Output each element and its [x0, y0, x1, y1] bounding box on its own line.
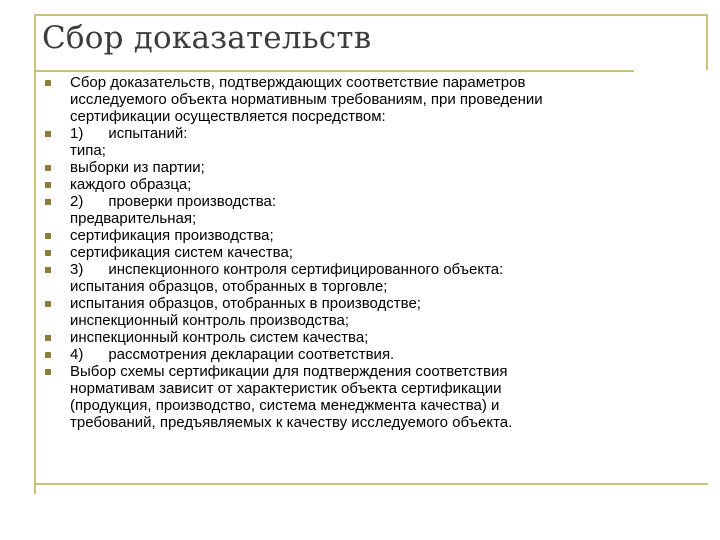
bullet-item — [44, 125, 684, 159]
slide-title: Сбор доказательств — [42, 20, 372, 56]
bullet-square-icon — [45, 250, 51, 256]
bullet-text-line: каждого образца; — [70, 176, 192, 193]
bullet-text-line: испытания образцов, отобранных в производстве; — [70, 295, 421, 312]
bullet-item — [44, 176, 684, 193]
bullet-item — [44, 346, 684, 363]
bullet-square-icon — [45, 352, 51, 358]
bullet-square-icon — [45, 335, 51, 341]
bullet-text-line: нормативам зависит от характеристик объекта сертификации — [70, 380, 502, 397]
bullet-square-icon — [45, 267, 51, 273]
bullet-text-line: 2) проверки производства: — [70, 193, 277, 210]
bullet-text-line: типа; — [70, 142, 106, 159]
bullet-item — [44, 193, 684, 227]
bullet-square-icon — [45, 80, 51, 86]
bullet-item — [44, 159, 684, 176]
bottom-rule — [34, 483, 708, 485]
left-rule — [34, 14, 36, 494]
bullet-text-line: исследуемого объекта нормативным требованиям, при проведении — [70, 91, 543, 108]
bullet-text-line: инспекционный контроль систем качества; — [70, 329, 369, 346]
top-rule — [34, 14, 708, 16]
bullet-item — [44, 227, 684, 244]
bullet-item — [44, 74, 684, 125]
bullet-text-line: (продукция, производство, система менеджмента качества) и — [70, 397, 500, 414]
bullet-square-icon — [45, 301, 51, 307]
bullet-text-line: требований, предъявляемых к качеству исследуемого объекта. — [70, 414, 513, 431]
bullet-square-icon — [45, 165, 51, 171]
bullet-text-line: сертификация систем качества; — [70, 244, 293, 261]
bullet-list — [44, 74, 684, 431]
bullet-square-icon — [45, 182, 51, 188]
bullet-text-line: предварительная; — [70, 210, 197, 227]
bullet-item — [44, 295, 684, 329]
bullet-text-line: 1) испытаний: — [70, 125, 188, 142]
bullet-square-icon — [45, 131, 51, 137]
right-rule — [706, 14, 708, 70]
bullet-square-icon — [45, 233, 51, 239]
bullet-item — [44, 261, 684, 295]
bullet-item — [44, 244, 684, 261]
bullet-text-line: 4) рассмотрения декларации соответствия. — [70, 346, 395, 363]
bullet-text-line: сертификации осуществляется посредством: — [70, 108, 386, 125]
bullet-square-icon — [45, 199, 51, 205]
bullet-text-line: Сбор доказательств, подтверждающих соответствие параметров — [70, 74, 526, 91]
title-rule — [34, 70, 634, 72]
bullet-item — [44, 329, 684, 346]
bullet-text-line: 3) инспекционного контроля сертифицированного объекта: — [70, 261, 504, 278]
bullet-text-line: Выбор схемы сертификации для подтверждения соответствия — [70, 363, 508, 380]
bullet-text-line: сертификация производства; — [70, 227, 274, 244]
bullet-text-line: испытания образцов, отобранных в торговле; — [70, 278, 388, 295]
bullet-square-icon — [45, 369, 51, 375]
bullet-text-line: инспекционный контроль производства; — [70, 312, 350, 329]
bullet-text-line: выборки из партии; — [70, 159, 205, 176]
bullet-item — [44, 363, 684, 431]
